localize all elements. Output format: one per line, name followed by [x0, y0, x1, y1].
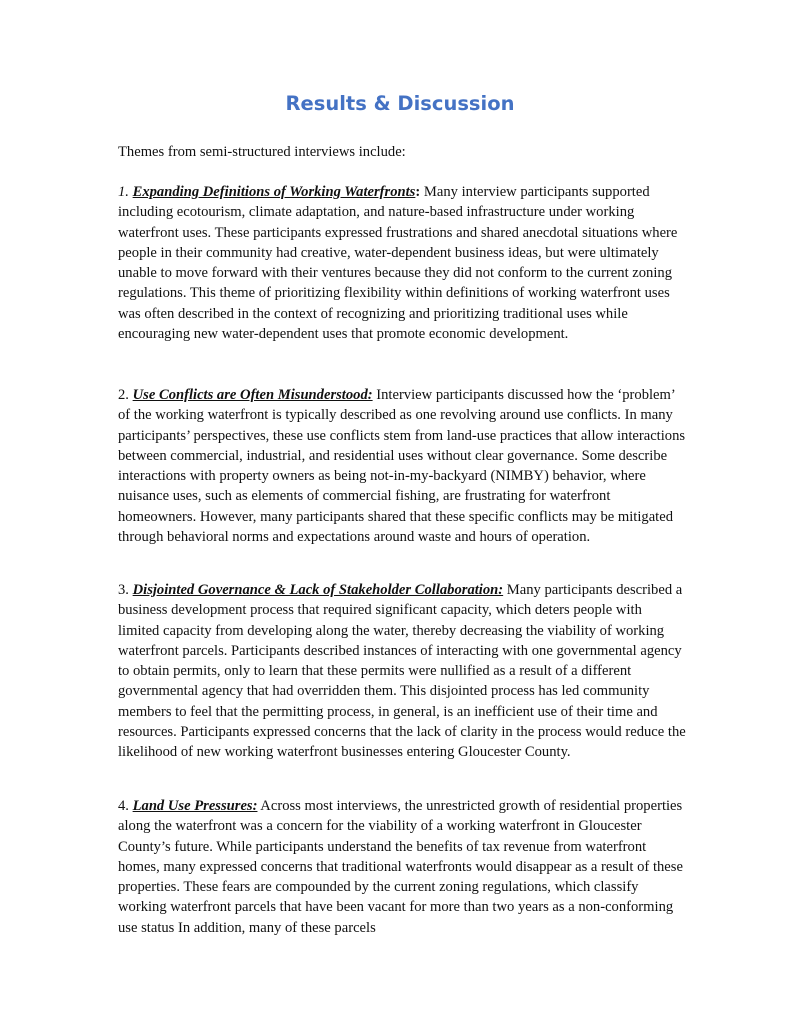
theme-paragraph-4: [118, 796, 686, 938]
theme-text-2: Interview participants discussed how the ‘problem’ of the working waterfront is typically described as one revolving around use conflicts. In many participants’ perspectives, these use conflicts stem from land-use practices that allow interactions between commercial, industrial, and residential uses without clear governance. Some describe interactions with property owners as being not-in-my-backyard (NIMBY) behavior, where nuisance uses, such as elements of commercial fishing, are frustrating for waterfront homeowners. However, many participants shared that these specific conflicts may be mitigated through behavioral norms and expectations around waste and hours of operation.: [118, 387, 686, 546]
theme-number-1: 1.: [118, 184, 129, 200]
theme-number-3: 3.: [118, 582, 129, 598]
theme-paragraph-3: [118, 580, 686, 763]
intro-paragraph: Themes from semi-structured interviews include:: [118, 144, 406, 160]
theme-number-2: 2.: [118, 387, 129, 403]
theme-text-4: Across most interviews, the unrestricted growth of residential properties along the waterfront was a concern for the viability of a working waterfront in Gloucester County’s future. While participants understand the benefits of tax revenue from waterfront homes, many expressed concerns that traditional waterfronts would disappear as a result of these properties. These fears are compounded by the current zoning regulations, which classify working waterfront parcels that have been vacant for more than two years as a non-conforming use status In addition, many of these parcels: [118, 798, 683, 936]
theme-separator-1: :: [415, 184, 421, 200]
theme-paragraph-1: [118, 182, 686, 344]
theme-text-1: Many interview participants supported including ecotourism, climate adaptation, and nature-based infrastructure under working waterfront uses. These participants expressed frustrations and shared anecdotal situations where people in their community had creative, water-dependent business ideas, but were ultimately unable to move forward with their ventures because they did not conform to the current zoning regulations. This theme of prioritizing flexibility within definitions of working waterfront uses was often described in the context of recognizing and prioritizing traditional uses while encouraging new water-dependent uses that promote economic development.: [118, 184, 678, 343]
theme-paragraph-2: [118, 385, 686, 547]
theme-number-4: 4.: [118, 798, 129, 814]
theme-title-3: Disjointed Governance & Lack of Stakeholder Collaboration:: [132, 582, 504, 598]
section-heading: Results & Discussion: [285, 92, 515, 115]
theme-text-3: Many participants described a business development process that required significant capacity, which deters people with limited capacity from developing along the water, thereby decreasing the viability of working waterfront parcels. Participants described instances of interacting with one governmental agency to obtain permits, only to learn that these permits were nullified as a result of a different governmental agency that had overridden them. This disjointed process has led community members to feel that the permitting process, in general, is an inefficient use of their time and resources. Participants expressed concerns that the lack of clarity in the process would reduce the likelihood of new working waterfront businesses entering Gloucester County.: [118, 582, 686, 761]
theme-title-2: Use Conflicts are Often Misunderstood:: [132, 387, 373, 403]
theme-title-1: Expanding Definitions of Working Waterfronts: [132, 184, 416, 200]
theme-title-4: Land Use Pressures:: [132, 798, 258, 814]
